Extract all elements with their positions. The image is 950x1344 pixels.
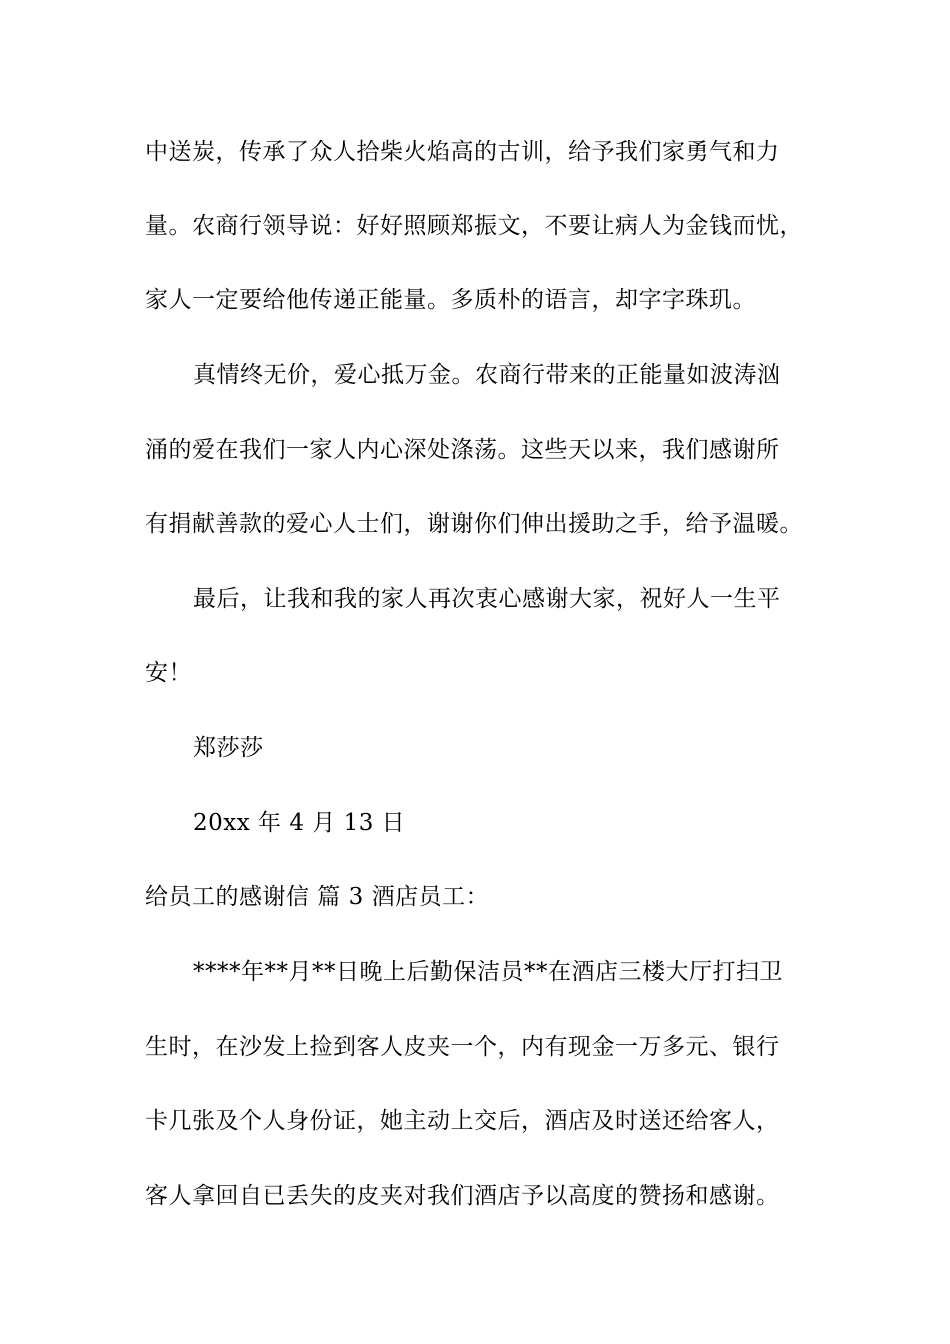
paragraph-line-4: 真情终无价，爱心抵万金。农商行带来的正能量如波涛汹 xyxy=(193,362,781,388)
paragraph-line-2: 量。农商行领导说：好好照顾郑振文，不要让病人为金钱而忧， xyxy=(145,213,803,239)
section-heading: 给员工的感谢信 篇 3 酒店员工： xyxy=(145,884,490,910)
paragraph-line-11: 卡几张及个人身份证，她主动上交后，酒店及时送还给客人， xyxy=(145,1108,780,1134)
signature-name: 郑莎莎 xyxy=(193,735,264,761)
paragraph-line-7: 最后，让我和我的家人再次衷心感谢大家，祝好人一生平 xyxy=(193,586,781,612)
paragraph-line-6: 有捐献善款的爱心人士们，谢谢你们伸出援助之手，给予温暖。 xyxy=(145,511,803,537)
paragraph-line-9: ****年**月**日晚上后勤保洁员**在酒店三楼大厅打扫卫 xyxy=(193,959,783,985)
paragraph-line-3: 家人一定要给他传递正能量。多质朴的语言，却字字珠玑。 xyxy=(145,287,756,313)
paragraph-line-1: 中送炭，传承了众人拾柴火焰高的古训，给予我们家勇气和力 xyxy=(145,139,780,165)
paragraph-line-5: 涌的爱在我们一家人内心深处涤荡。这些天以来，我们感谢所 xyxy=(145,437,780,463)
paragraph-line-10: 生时，在沙发上捡到客人皮夹一个，内有现金一万多元、银行 xyxy=(145,1034,780,1060)
paragraph-line-12: 客人拿回自已丢失的皮夹对我们酒店予以高度的赞扬和感谢。 xyxy=(145,1183,780,1209)
paragraph-line-8: 安！ xyxy=(145,660,192,686)
signature-date: 20xx 年 4 月 13 日 xyxy=(193,810,406,836)
